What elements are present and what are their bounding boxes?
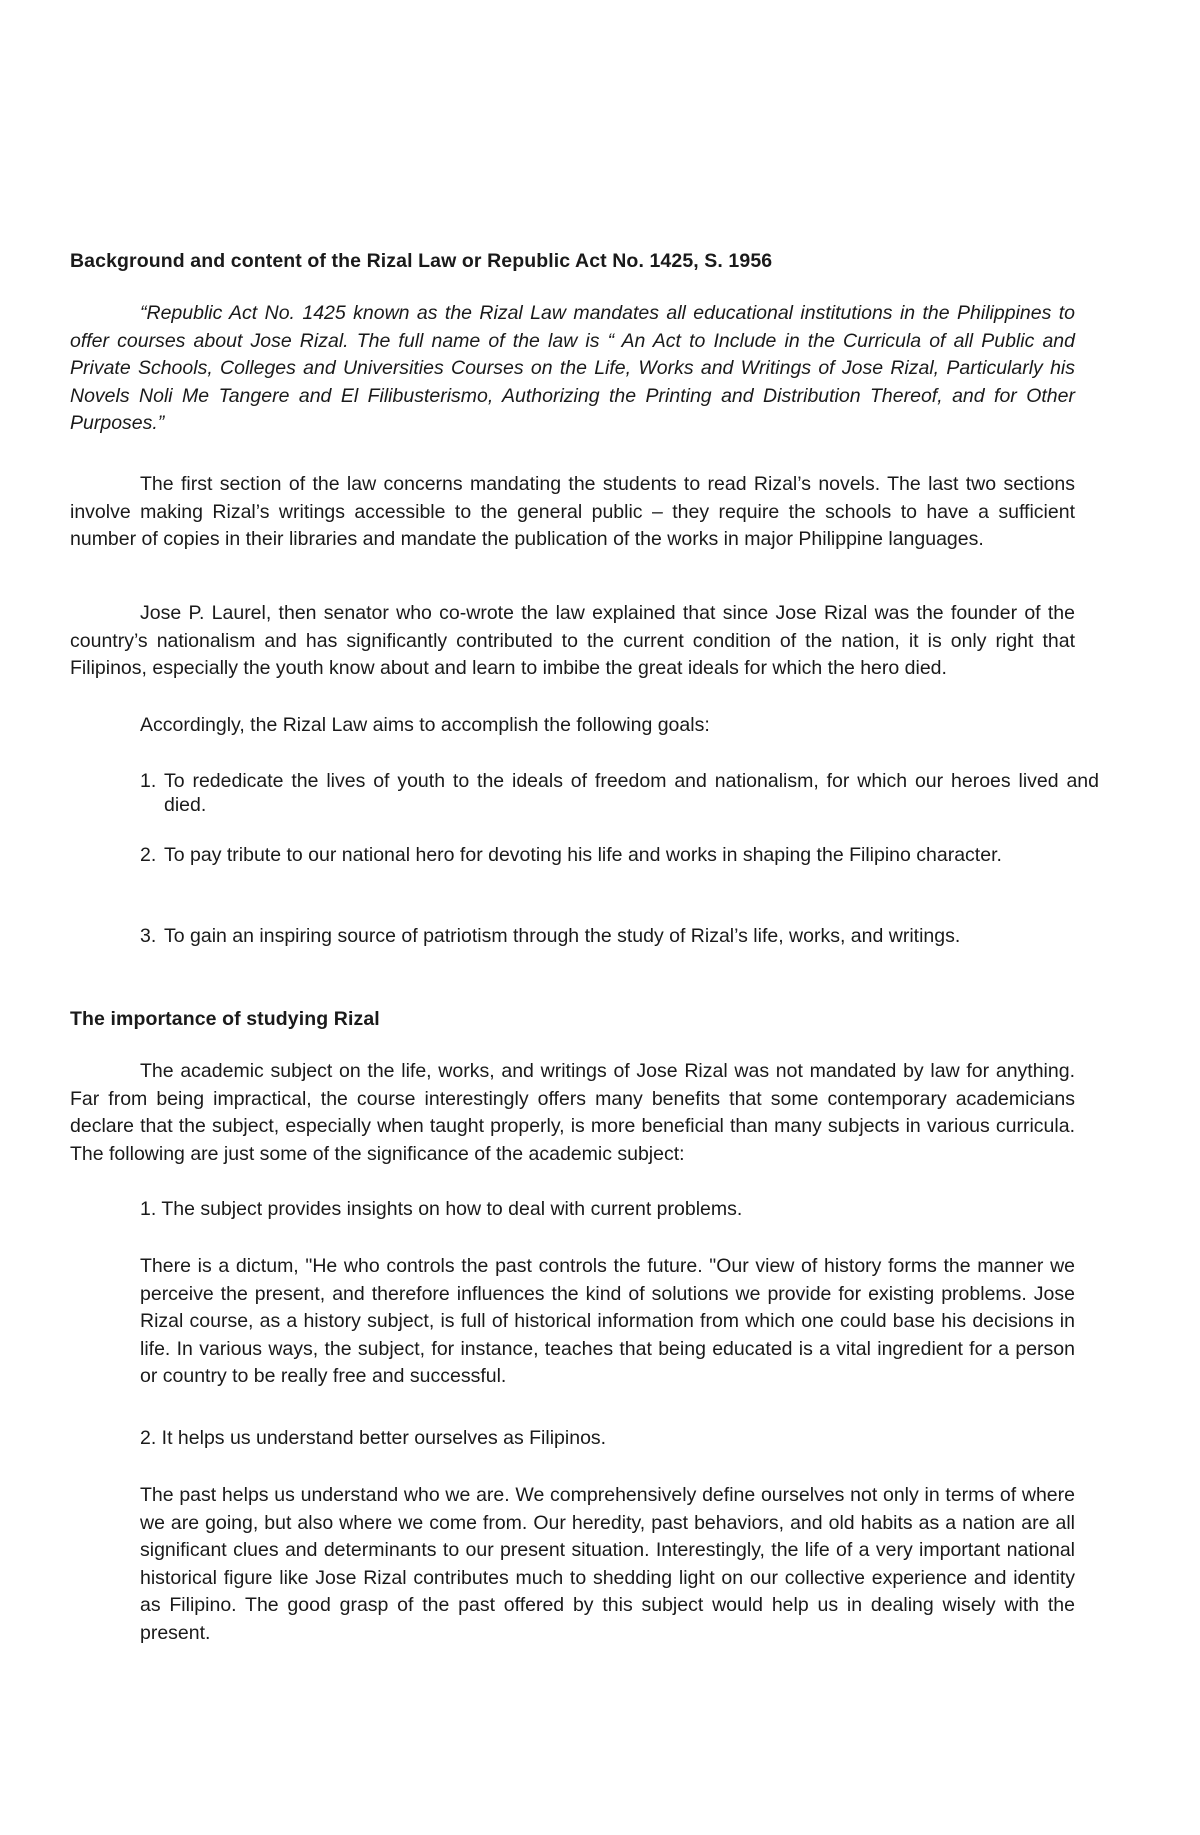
paragraph-first-section: The first section of the law concerns mandating the students to read Rizal’s novels. The last two sections involve making Rizal’s writings accessible to the general public – they require the schools to have a sufficient number of copies in their libraries and mandate the publication of the works in major Philippine languages. [70, 473, 1075, 551]
goal-text: To pay tribute to our national hero for devoting his life and works in shaping the Filipino character. [164, 844, 1002, 866]
goal-text: To gain an inspiring source of patriotism through the study of Rizal’s life, works, and writings. [164, 925, 961, 947]
section-heading-rizal-law: Background and content of the Rizal Law or Republic Act No. 1425, S. 1956 [70, 250, 773, 272]
paragraph-academic-subject: The academic subject on the life, works, and writings of Jose Rizal was not mandated by law for anything. Far from being impractical, the course interestingly offers many benefits that some contemporary academicians declare that the subject, especially when taught properly, is more beneficial than many subjects in various curricula. The following are just some of the significance of the academic subject: [70, 1060, 1075, 1165]
goal-number: 3. [140, 925, 157, 947]
point-2-body: The past helps us understand who we are. We comprehensively define ourselves not only in terms of where we are going, but also where we come from. Our heredity, past behaviors, and old habits as a nation are all significant clues and determinants to our present situation. Interestingly, the life of a very important national historical figure like Jose Rizal contributes much to shedding light on our collective experience and identity as Filipino. The good grasp of the past offered by this subject would help us in dealing wisely with the present. [140, 1484, 1075, 1644]
goals-intro: Accordingly, the Rizal Law aims to accomplish the following goals: [140, 714, 710, 736]
goal-number: 1. [140, 770, 157, 792]
point-2-title: 2. It helps us understand better ourselves as Filipinos. [140, 1427, 607, 1449]
goal-number: 2. [140, 844, 157, 866]
goal-item-2 [140, 843, 1099, 867]
goal-item-3 [140, 924, 1099, 948]
section-heading-importance: The importance of studying Rizal [70, 1008, 380, 1030]
goal-item-1 [140, 769, 1099, 817]
point-1-body: There is a dictum, "He who controls the past controls the future. "Our view of history forms the manner we perceive the present, and therefore influences the kind of solutions we provide for existing problems. Jose Rizal course, as a history subject, is full of historical information from which one could base his decisions in life. In various ways, the subject, for instance, teaches that being educated is a vital ingredient for a person or country to be really free and successful. [140, 1255, 1075, 1388]
paragraph-laurel: Jose P. Laurel, then senator who co-wrote the law explained that since Jose Rizal was the founder of the country’s nationalism and has significantly contributed to the current condition of the nation, it is only right that Filipinos, especially the youth know about and learn to imbibe the great ideals for which the hero died. [70, 602, 1075, 680]
goal-text: To rededicate the lives of youth to the ideals of freedom and nationalism, for which our heroes lived and died. [164, 770, 1099, 816]
law-full-name-quote: “Republic Act No. 1425 known as the Rizal Law mandates all educational institutions in the Philippines to offer courses about Jose Rizal. The full name of the law is “ An Act to Include in the Curricula of all Public and Private Schools, Colleges and Universities Courses on the Life, Works and Writings of Jose Rizal, Particularly his Novels Noli Me Tangere and El Filibusterismo, Authorizing the Printing and Distribution Thereof, and for Other Purposes.” [70, 302, 1075, 435]
point-1-title: 1. The subject provides insights on how to deal with current problems. [140, 1198, 743, 1220]
